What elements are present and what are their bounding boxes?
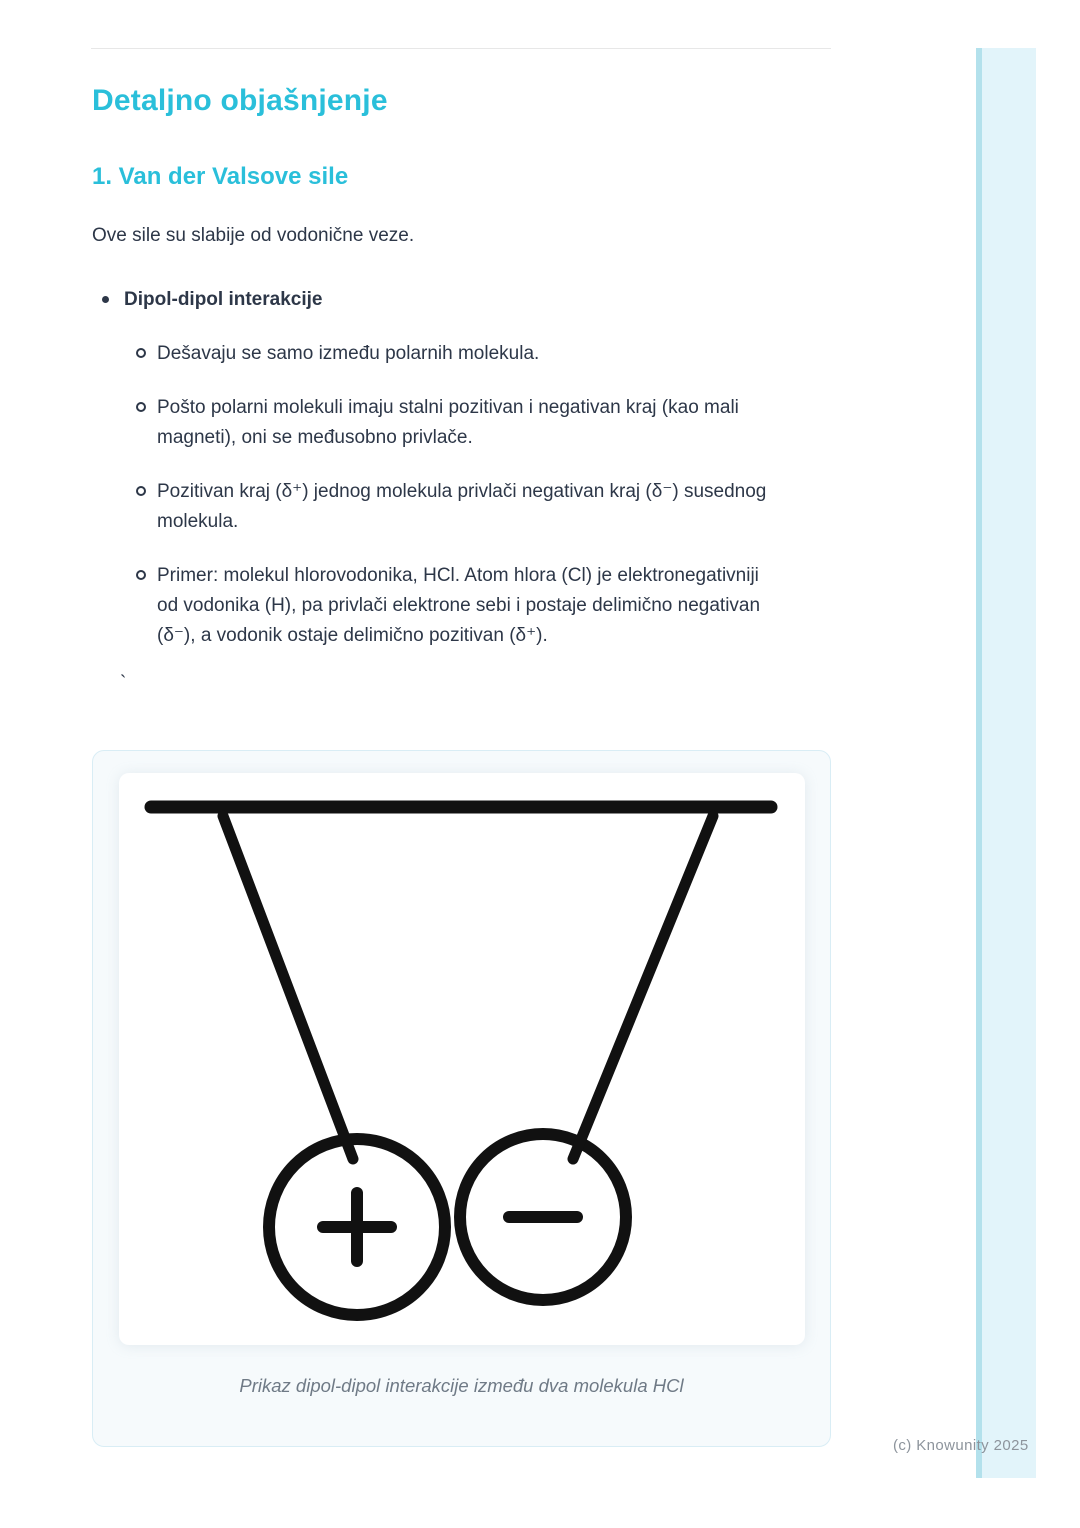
list-item-title: Dipol-dipol interakcije (124, 288, 323, 310)
figure-card (92, 750, 831, 1447)
bullet-list (92, 287, 832, 652)
list-item (136, 477, 782, 537)
list-item-text: Pošto polarni molekuli imaju stalni pozitivan i negativan kraj (kao mali magneti), oni se međusobno privlače. (157, 397, 739, 449)
list-item (136, 339, 782, 369)
intro-paragraph: Ove sile su slabije od vodonične veze. (92, 225, 415, 247)
bullet-dot-icon (102, 296, 109, 303)
right-scroll-gutter[interactable] (976, 48, 1036, 1478)
left-string (223, 816, 353, 1159)
list-item-text: Primer: molekul hlorovodonika, HCl. Atom hlora (Cl) je elektronegativniji od vodonika (H), pa privlači elektrone sebi i postaje delimično negativan (δ⁻), a vodonik ostaje delimično pozitivan (δ⁺). (157, 565, 761, 647)
list-item (136, 561, 782, 651)
document-content (92, 0, 832, 695)
figure-caption: Prikaz dipol-dipol interakcije između dva molekula HCl (239, 1375, 684, 1396)
page-title: Detaljno objašnjenje (92, 84, 388, 117)
figure-image (119, 773, 805, 1345)
dipole-pendulum-diagram (119, 773, 805, 1345)
list-item-main (92, 287, 832, 314)
list-item-text: Dešavaju se samo između polarnih molekula. (157, 343, 540, 365)
sub-bullet-list (92, 339, 832, 651)
stray-backtick: ` (120, 673, 127, 695)
bullet-circle-icon (136, 570, 146, 580)
list-item (136, 393, 782, 453)
section-heading: 1. Van der Valsove sile (92, 162, 349, 190)
copyright-notice: (c) Knowunity 2025 (893, 1437, 1029, 1454)
bullet-circle-icon (136, 348, 146, 358)
bullet-circle-icon (136, 402, 146, 412)
list-item-text: Pozitivan kraj (δ⁺) jednog molekula privlači negativan kraj (δ⁻) susednog molekula. (157, 481, 767, 533)
bullet-circle-icon (136, 486, 146, 496)
right-string (573, 816, 713, 1159)
